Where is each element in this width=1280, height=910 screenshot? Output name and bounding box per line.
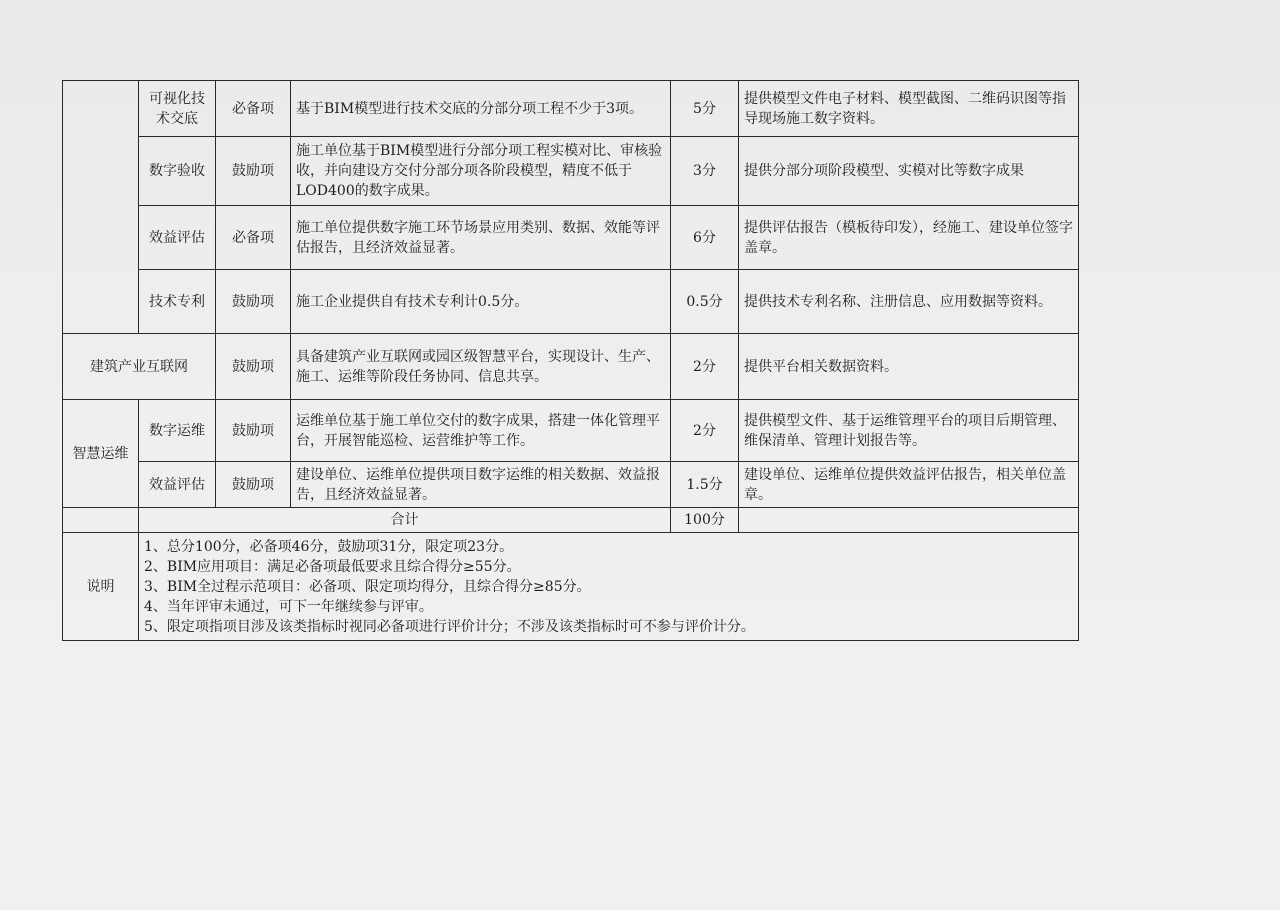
evidence-cell: 提供技术专利名称、注册信息、应用数据等资料。 xyxy=(739,270,1079,334)
category-cell: 智慧运维 xyxy=(63,400,139,508)
score-cell: 1.5分 xyxy=(671,462,739,508)
score-cell: 2分 xyxy=(671,400,739,462)
note-line: 4、当年评审未通过，可下一年继续参与评审。 xyxy=(144,598,433,615)
total-label: 合计 xyxy=(139,508,671,533)
requirement-level-cell: 鼓励项 xyxy=(216,334,291,400)
table-row xyxy=(63,206,1079,270)
subcategory-cell: 可视化技术交底 xyxy=(139,81,216,137)
table-row xyxy=(63,137,1079,206)
content-cell: 具备建筑产业互联网或园区级智慧平台，实现设计、生产、施工、运维等阶段任务协同、信息共享。 xyxy=(291,334,671,400)
score-cell: 5分 xyxy=(671,81,739,137)
content-cell: 施工企业提供自有技术专利计0.5分。 xyxy=(291,270,671,334)
note-line: 2、BIM应用项目：满足必备项最低要求且综合得分≥55分。 xyxy=(144,558,521,575)
note-line: 3、BIM全过程示范项目：必备项、限定项均得分，且综合得分≥85分。 xyxy=(144,578,591,595)
table-row xyxy=(63,334,1079,400)
requirement-level-cell: 鼓励项 xyxy=(216,462,291,508)
requirement-level-cell: 鼓励项 xyxy=(216,270,291,334)
subcategory-cell: 数字运维 xyxy=(139,400,216,462)
score-cell: 3分 xyxy=(671,137,739,206)
subcategory-cell: 效益评估 xyxy=(139,462,216,508)
table-row xyxy=(63,462,1079,508)
requirement-level-cell: 鼓励项 xyxy=(216,400,291,462)
subcategory-cell: 效益评估 xyxy=(139,206,216,270)
evidence-cell: 建设单位、运维单位提供效益评估报告，相关单位盖章。 xyxy=(739,462,1079,508)
table-row xyxy=(63,270,1079,334)
subcategory-cell: 数字验收 xyxy=(139,137,216,206)
note-line: 1、总分100分，必备项46分，鼓励项31分，限定项23分。 xyxy=(144,538,514,555)
notes-row xyxy=(63,533,1079,641)
evidence-cell: 提供评估报告（模板待印发），经施工、建设单位签字盖章。 xyxy=(739,206,1079,270)
requirement-level-cell: 鼓励项 xyxy=(216,137,291,206)
content-cell: 建设单位、运维单位提供项目数字运维的相关数据、效益报告，且经济效益显著。 xyxy=(291,462,671,508)
score-cell: 6分 xyxy=(671,206,739,270)
notes-content xyxy=(139,533,1079,641)
subcategory-cell: 技术专利 xyxy=(139,270,216,334)
notes-label: 说明 xyxy=(63,533,139,641)
content-cell: 运维单位基于施工单位交付的数字成果，搭建一体化管理平台，开展智能巡检、运营维护等工作。 xyxy=(291,400,671,462)
scoring-table xyxy=(62,80,1079,641)
requirement-level-cell: 必备项 xyxy=(216,81,291,137)
score-cell: 2分 xyxy=(671,334,739,400)
category-cell xyxy=(63,81,139,334)
note-line: 5、限定项指项目涉及该类指标时视同必备项进行评价计分；不涉及该类指标时可不参与评价计分。 xyxy=(144,618,755,635)
content-cell: 基于BIM模型进行技术交底的分部分项工程不少于3项。 xyxy=(291,81,671,137)
total-score: 100分 xyxy=(671,508,739,533)
score-cell: 0.5分 xyxy=(671,270,739,334)
requirement-level-cell: 必备项 xyxy=(216,206,291,270)
table-row xyxy=(63,81,1079,137)
total-row xyxy=(63,508,1079,533)
evidence-cell: 提供分部分项阶段模型、实模对比等数字成果 xyxy=(739,137,1079,206)
content-cell: 施工单位提供数字施工环节场景应用类别、数据、效能等评估报告，且经济效益显著。 xyxy=(291,206,671,270)
evidence-cell: 提供模型文件电子材料、模型截图、二维码识图等指导现场施工数字资料。 xyxy=(739,81,1079,137)
content-cell: 施工单位基于BIM模型进行分部分项工程实模对比、审核验收，并向建设方交付分部分项各阶段模型，精度不低于LOD400的数字成果。 xyxy=(291,137,671,206)
total-spacer-cell xyxy=(63,508,139,533)
evidence-cell: 提供模型文件、基于运维管理平台的项目后期管理、维保清单、管理计划报告等。 xyxy=(739,400,1079,462)
category-cell: 建筑产业互联网 xyxy=(63,334,216,400)
total-evidence-cell xyxy=(739,508,1079,533)
evidence-cell: 提供平台相关数据资料。 xyxy=(739,334,1079,400)
table-row xyxy=(63,400,1079,462)
